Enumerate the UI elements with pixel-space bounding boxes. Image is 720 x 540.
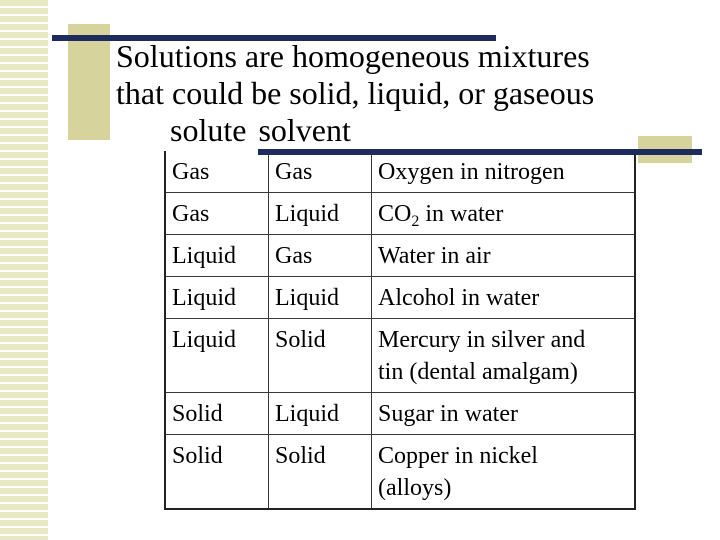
solvent-cell: Liquid: [269, 193, 372, 235]
solvent-cell: Gas: [269, 235, 372, 277]
solute-cell: Solid: [165, 435, 269, 510]
table-row: [165, 235, 635, 277]
example-cell: [372, 193, 636, 235]
solute-cell: Liquid: [165, 235, 269, 277]
solute-cell: Gas: [165, 151, 269, 193]
header-solute: solute: [170, 112, 247, 148]
header-solvent: solvent: [258, 112, 351, 148]
right-accent-rule: [258, 149, 702, 155]
solvent-cell: Gas: [269, 151, 372, 193]
example-cell: Water in air: [372, 235, 636, 277]
solvent-cell: Liquid: [269, 393, 372, 435]
example-subscript: 2: [411, 213, 420, 230]
solvent-cell: Solid: [269, 435, 372, 510]
example-cell: Mercury in silver and tin (dental amalgam): [372, 319, 636, 393]
solvent-cell: Solid: [269, 319, 372, 393]
example-formula: CO: [378, 201, 412, 227]
solute-cell: Gas: [165, 193, 269, 235]
table-row: [165, 277, 635, 319]
example-cell: Oxygen in nitrogen: [372, 151, 636, 193]
solvent-cell: Liquid: [269, 277, 372, 319]
example-suffix: in water: [419, 201, 504, 227]
column-header-labels: [170, 112, 351, 149]
left-decorative-stripes: [0, 0, 52, 540]
table-row: [165, 151, 635, 193]
solutions-table: [164, 151, 636, 510]
solute-cell: Solid: [165, 393, 269, 435]
solute-cell: Liquid: [165, 277, 269, 319]
table-row: [165, 393, 635, 435]
table-row: [165, 193, 635, 235]
example-cell: Sugar in water: [372, 393, 636, 435]
example-cell: Alcohol in water: [372, 277, 636, 319]
table-row: [165, 435, 635, 510]
slide-title: [116, 38, 696, 112]
table-row: [165, 319, 635, 393]
example-cell: Copper in nickel (alloys): [372, 435, 636, 510]
title-accent-block: [68, 24, 110, 140]
title-line-1: Solutions are homogeneous mixtures: [116, 38, 590, 74]
solute-cell: Liquid: [165, 319, 269, 393]
title-line-2: that could be solid, liquid, or gaseous: [116, 75, 595, 111]
